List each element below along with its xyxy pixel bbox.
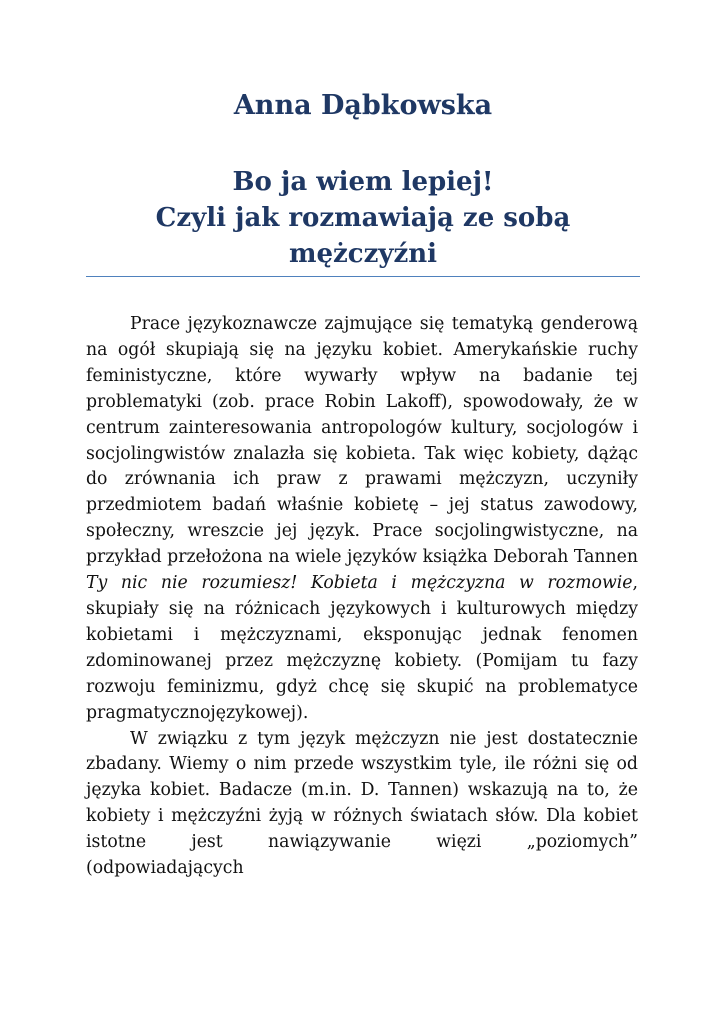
title-divider (86, 276, 640, 277)
title-line-2: Czyli jak rozmawiają ze sobą (155, 203, 571, 233)
paragraph-2: W związku z tym język mężczyzn nie jest dostatecznie zbadany. Wiemy o nim przede wszystkim tyle, ile różni się od języka kobiet. Badacze (m.in. D. Tannen) wskazują na to, że kobiety i mężczyźni żyją w różnych światach słów. Dla kobiet istotne jest nawiązywanie więzi „poziomych” (odpowiadających (86, 728, 638, 879)
title-line-3: mężczyźni (288, 239, 438, 269)
book-title: Ty nic nie rozumiesz! Kobieta i mężczyzna w rozmowie (86, 573, 633, 594)
author-name: Anna Dąbkowska (233, 90, 493, 121)
paragraph-1-text-a: Prace językoznawcze zajmujące się tematyką genderową na ogół skupiają się na języku kobiet. Amerykańskie ruchy feministyczne, które wywarły wpływ na badanie tej problematyki (zob. prace Robin Lakoff), spowodowały, że w centrum zainteresowania antropologów kultury, socjologów i socjolingwistów znalazła się kobieta. Tak więc kobiety, dążąc do zrównania ich praw z prawami mężczyzn, uczyniły przedmiotem badań właśnie kobietę – jej status zawodowy, społeczny, wreszcie jej język. Prace socjolingwistyczne, na przykład przełożona na wiele języków książka Deborah Tannen (86, 314, 638, 568)
article-title (86, 164, 640, 272)
article-body (86, 312, 638, 882)
paragraph-1-text-b: , skupiały się na różnicach językowych i kulturowych między kobietami i mężczyznami, eksponując jednak fenomen zdominowanej przez mężczyznę kobiety. (Pomijam tu fazy rozwoju feminizmu, gdyż chcę się skupić na problematyce pragmatycznojęzykowej). (86, 573, 638, 723)
title-line-1: Bo ja wiem lepiej! (232, 167, 494, 197)
paragraph-1 (86, 312, 638, 727)
